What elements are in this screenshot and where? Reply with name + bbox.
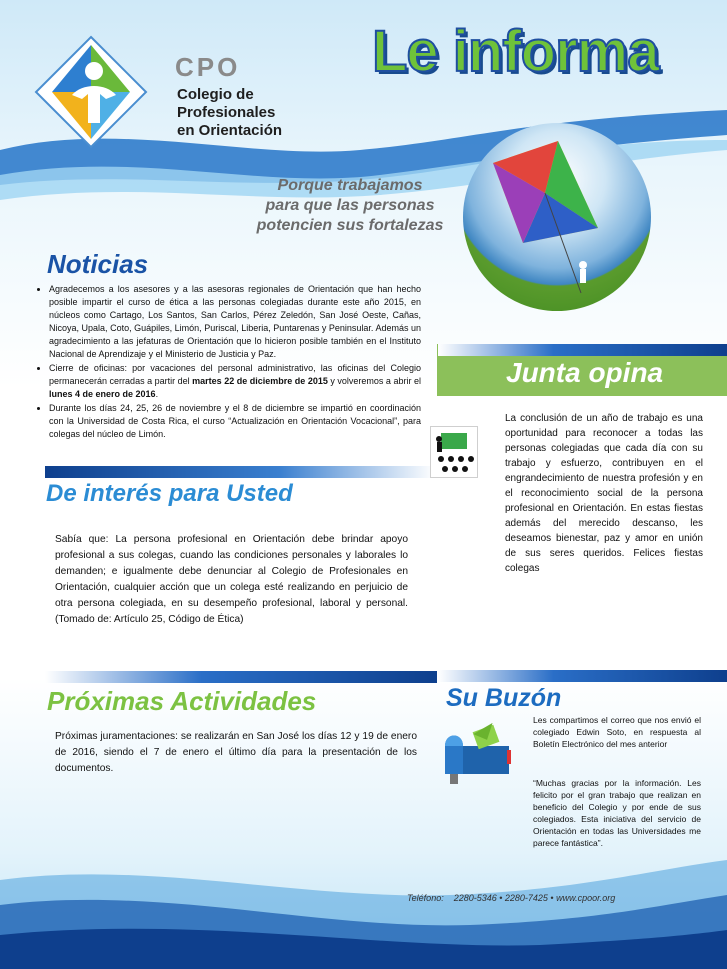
mailbox-icon [437, 716, 519, 786]
tagline-line: Porque trabajamos [277, 177, 423, 194]
noticias-list [37, 283, 421, 442]
section-divider [45, 466, 435, 478]
section-divider [45, 671, 437, 683]
footer-contact-value: 2280-5346 • 2280-7425 • www.cpoor.org [453, 893, 616, 903]
actividades-text: Próximas juramentaciones: se realizarán en San José los días 12 y 19 de enero de 2016, siendo el 7 de enero el último día para la presentación de los documentos. [55, 731, 417, 774]
meeting-icon-graphic [431, 427, 477, 477]
bulletin-title: Le informa [372, 19, 659, 84]
noticias-item [49, 283, 421, 361]
noticias-item-text: Agradecemos a los asesores y a las asesoras regionales de Orientación que han hecho posible impartir el curso de ética a las personas colegiadas durante este año 2015, en núcleos como Cartago, Los Santos, San Carlos, Pérez Zeledón, San José Oeste, Cañas, Nicoya, Upala, Coto, Guápiles, Limón, Puriscal, Liberia, Puntarenas y Peninsular. Además un agradecimiento a las jefaturas de Orientación que lo hicieron posible también en el Instituto Nacional de Aprendizaje y el Ministerio de Justicia y Paz. [49, 284, 421, 359]
logo-name-line: Colegio de [177, 86, 254, 103]
noticias-item-text: Durante los días 24, 25, 26 de noviembre y el 8 de diciembre se impartió en coordinación con la Universidad de Costa Rica, el curso “Actualización en Orientación Vocacional”, para colegas del núcleo de Limón. [49, 403, 421, 439]
logo-name-line: Profesionales [177, 104, 276, 121]
section-divider [438, 670, 727, 682]
buzon-intro: Les compartimos el correo que nos envió el colegiado Edwin Soto, en respuesta al Boletín Electrónico del mes anterior [533, 715, 701, 749]
logo-name [177, 86, 287, 140]
noticias-item [49, 362, 421, 401]
interes-heading: De interés para Usted [46, 480, 293, 507]
tagline [255, 176, 445, 236]
noticias-item-text: Cierre de oficinas: por vacaciones del personal administrativo, las oficinas del Colegio permanecerán cerradas a partir del [49, 363, 421, 386]
kite-photo [463, 123, 651, 311]
noticias-heading: Noticias [47, 249, 149, 279]
junta-heading: Junta opina [506, 357, 664, 388]
tagline-line: potencien sus fortalezas [256, 217, 444, 234]
logo-acronym: CPO [175, 52, 241, 82]
noticias-item-bold: lunes 4 de enero de 2016 [49, 389, 156, 399]
cpo-logo [32, 33, 150, 151]
tagline-line: para que las personas [265, 197, 435, 214]
logo-name-line: en Orientación [177, 122, 283, 139]
noticias-item-text: . [155, 389, 159, 399]
buzon-heading: Su Buzón [446, 684, 562, 712]
junta-text: La conclusión de un año de trabajo es una oportunidad para reconocer a todas las personas colegiadas que cada día con su trabajo y esfuerzo, contribuyen en el engrandecimiento de nuestra profesión y en el reconocimiento social de la persona profesional en Orientación. En estas fiestas además del merecido descanso, les deseamos bienestar, paz y amor en unión de sus seres queridos. Felices fiestas colegas [505, 413, 703, 574]
actividades-heading: Próximas Actividades [47, 686, 317, 716]
footer-contact [407, 893, 615, 903]
noticias-item [49, 402, 421, 441]
noticias-item-bold: martes 22 de diciembre de 2015 [192, 376, 328, 386]
kite-illustration [463, 123, 651, 311]
noticias-item-text: y volveremos a abrir el [327, 376, 421, 386]
footer-label: Teléfono: [407, 893, 444, 903]
section-divider [438, 344, 727, 356]
buzon-quote: “Muchas gracias por la información. Les felicito por el gran trabajo que realizan en beneficio del Colegio y por ende de sus colegiados. Esta iniciativa del servicio de Orientación en todas las Universidades me parece fantástica”. [533, 778, 701, 848]
meeting-icon [430, 426, 478, 478]
interes-text: Sabía que: La persona profesional en Orientación debe brindar apoyo profesional a sus colegas, cuando las condiciones personales y laborales lo demanden; e igualmente debe denunciar al Colegio de Profesionales en Orientación, cualquier acción que un colega esté realizando en perjuicio de otra persona colegiada, en su desempeño profesional, laboral y personal. (Tomado de: Artículo 25, Código de Ética) [55, 534, 408, 625]
